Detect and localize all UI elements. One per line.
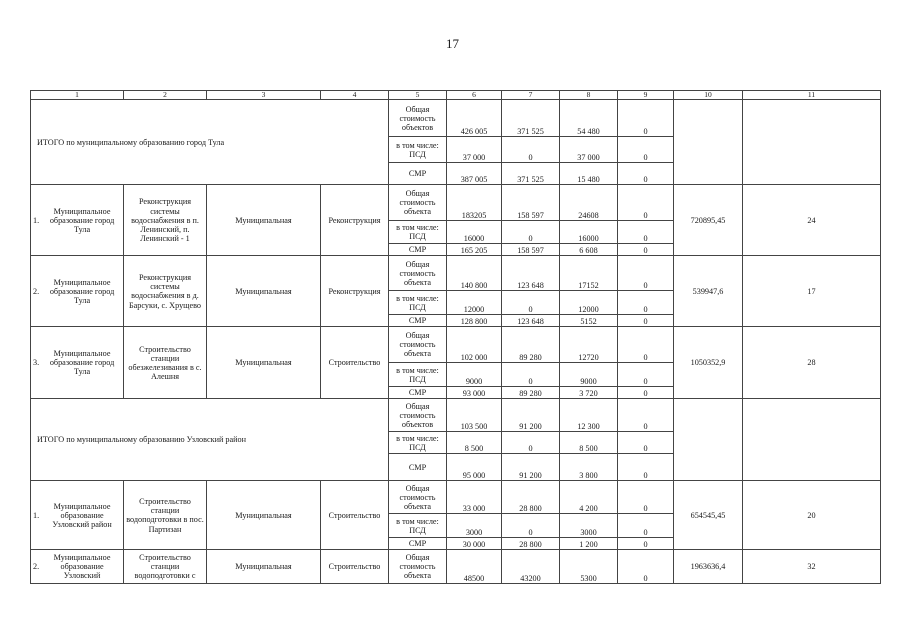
municipality-cell [31, 256, 124, 327]
municipality-name: Муниципальное образование Узловский район [52, 501, 112, 529]
table-cell: 183205 [447, 185, 502, 221]
ownership: Муниципальная [207, 256, 321, 327]
table-cell: 371 525 [502, 100, 560, 137]
column-number: 7 [502, 91, 560, 100]
row-label: в том числе: ПСД [389, 432, 447, 454]
table-cell: 3000 [447, 514, 502, 538]
table-cell: 43200 [502, 550, 560, 584]
table-cell: 0 [618, 163, 674, 185]
column-number: 9 [618, 91, 674, 100]
column-number: 11 [743, 91, 881, 100]
table-cell: 12720 [560, 327, 618, 363]
table-cell: 12000 [447, 291, 502, 315]
table-cell: 539947,6 [674, 256, 743, 327]
column-number: 6 [447, 91, 502, 100]
item-index: 2. [33, 562, 40, 572]
table-cell: 30 000 [447, 538, 502, 550]
table-cell: 24608 [560, 185, 618, 221]
investment-table [30, 90, 881, 584]
item-index: 2. [33, 286, 40, 296]
column-number: 4 [321, 91, 389, 100]
object-name: Реконструкция системы водоснабжения в п. Ленинский, п. Ленинский - 1 [124, 185, 207, 256]
row-label: в том числе: ПСД [389, 137, 447, 163]
table-cell: 0 [618, 432, 674, 454]
table-cell: 654545,45 [674, 481, 743, 550]
row-label: в том числе: ПСД [389, 221, 447, 244]
ownership: Муниципальная [207, 550, 321, 584]
object-name: Реконструкция системы водоснабжения в д. Барсуки, с. Хрущево [124, 256, 207, 327]
table-cell: 93 000 [447, 387, 502, 399]
object-name: Строительство станции водоподготовки с [124, 550, 207, 584]
table-cell: 12000 [560, 291, 618, 315]
column-number: 5 [389, 91, 447, 100]
object-name: Строительство станции водоподготовки в пос. Партизан [124, 481, 207, 550]
table-cell: 15 480 [560, 163, 618, 185]
ownership: Муниципальная [207, 327, 321, 399]
table-cell: 0 [502, 291, 560, 315]
table-cell: 8 500 [447, 432, 502, 454]
row-label: Общая стоимость объекта [389, 256, 447, 291]
table-row [31, 100, 881, 137]
table-cell: 9000 [560, 363, 618, 387]
table-cell: 371 525 [502, 163, 560, 185]
table-cell: 0 [618, 399, 674, 432]
row-label: СМР [389, 315, 447, 327]
table-cell: 6 608 [560, 244, 618, 256]
table-cell: 89 280 [502, 387, 560, 399]
table-cell: 16000 [447, 221, 502, 244]
section-total-title: ИТОГО по муниципальному образованию город Тула [31, 100, 389, 185]
table-cell: 91 200 [502, 399, 560, 432]
table-cell: 0 [618, 256, 674, 291]
item-index: 3. [33, 358, 40, 368]
table-cell: 0 [618, 363, 674, 387]
municipality-cell [31, 481, 124, 550]
table-cell: 426 005 [447, 100, 502, 137]
table-cell: 3 720 [560, 387, 618, 399]
table-cell: 89 280 [502, 327, 560, 363]
table-cell: 0 [618, 481, 674, 514]
table-cell: 95 000 [447, 454, 502, 481]
row-label: СМР [389, 454, 447, 481]
table-cell: 720895,45 [674, 185, 743, 256]
item-index: 1. [33, 215, 40, 225]
table-cell: 16000 [560, 221, 618, 244]
municipality-name: Муниципальное образование город Тула [49, 277, 115, 305]
table-row [31, 327, 881, 363]
table-cell: 24 [743, 185, 881, 256]
table-cell: 5300 [560, 550, 618, 584]
table-row [31, 399, 881, 432]
table-cell: 48500 [447, 550, 502, 584]
table-cell: 0 [502, 432, 560, 454]
table-cell: 54 480 [560, 100, 618, 137]
object-name: Строительство станции обезжелезивания в с. Алешня [124, 327, 207, 399]
municipality-name: Муниципальное образование Узловский [53, 553, 111, 581]
work-type: Строительство [321, 327, 389, 399]
row-label: в том числе: ПСД [389, 291, 447, 315]
work-type: Реконструкция [321, 256, 389, 327]
column-number: 2 [124, 91, 207, 100]
table-cell: 1963636,4 [674, 550, 743, 584]
table-cell: 0 [618, 538, 674, 550]
table-cell [743, 100, 881, 185]
table-cell: 0 [618, 185, 674, 221]
table-cell: 0 [618, 315, 674, 327]
table-cell: 128 800 [447, 315, 502, 327]
table-cell: 32 [743, 550, 881, 584]
municipality-name: Муниципальное образование город Тула [49, 349, 115, 377]
table-cell: 140 800 [447, 256, 502, 291]
table-cell: 0 [502, 514, 560, 538]
table-cell: 0 [618, 514, 674, 538]
table-cell: 5152 [560, 315, 618, 327]
table-cell: 165 205 [447, 244, 502, 256]
table-row [31, 481, 881, 514]
table-cell: 1050352,9 [674, 327, 743, 399]
municipality-cell [31, 327, 124, 399]
column-number: 8 [560, 91, 618, 100]
table-cell: 8 500 [560, 432, 618, 454]
table-cell: 0 [618, 137, 674, 163]
table-cell: 387 005 [447, 163, 502, 185]
table-cell: 0 [618, 100, 674, 137]
table-cell: 0 [618, 387, 674, 399]
work-type: Строительство [321, 481, 389, 550]
table-cell: 37 000 [447, 137, 502, 163]
table-cell: 20 [743, 481, 881, 550]
row-label: СМР [389, 163, 447, 185]
row-label: в том числе: ПСД [389, 514, 447, 538]
table-cell: 102 000 [447, 327, 502, 363]
table-cell: 0 [502, 137, 560, 163]
table-cell: 0 [618, 291, 674, 315]
table-cell: 103 500 [447, 399, 502, 432]
table-cell: 0 [618, 454, 674, 481]
table-cell [674, 399, 743, 481]
table-cell: 3 800 [560, 454, 618, 481]
table-cell [674, 100, 743, 185]
column-number: 3 [207, 91, 321, 100]
table-cell: 91 200 [502, 454, 560, 481]
table-cell: 0 [618, 550, 674, 584]
column-number: 10 [674, 91, 743, 100]
row-label: Общая стоимость объектов [389, 399, 447, 432]
table-row [31, 256, 881, 291]
work-type: Реконструкция [321, 185, 389, 256]
table-cell: 3000 [560, 514, 618, 538]
table-cell: 0 [618, 221, 674, 244]
municipality-cell [31, 550, 124, 584]
column-number: 1 [31, 91, 124, 100]
row-label: в том числе: ПСД [389, 363, 447, 387]
table-cell: 17 [743, 256, 881, 327]
column-number-row [31, 91, 881, 100]
ownership: Муниципальная [207, 185, 321, 256]
table-cell: 17152 [560, 256, 618, 291]
row-label: СМР [389, 387, 447, 399]
table-cell: 0 [502, 221, 560, 244]
table-cell: 33 000 [447, 481, 502, 514]
ownership: Муниципальная [207, 481, 321, 550]
table-cell: 28 [743, 327, 881, 399]
table-cell: 37 000 [560, 137, 618, 163]
item-index: 1. [33, 510, 40, 520]
row-label: СМР [389, 244, 447, 256]
row-label: Общая стоимость объекта [389, 185, 447, 221]
section-total-title: ИТОГО по муниципальному образованию Узловский район [31, 399, 389, 481]
table-cell: 12 300 [560, 399, 618, 432]
table-cell: 158 597 [502, 185, 560, 221]
row-label: Общая стоимость объекта [389, 550, 447, 584]
row-label: Общая стоимость объекта [389, 327, 447, 363]
table-cell: 158 597 [502, 244, 560, 256]
table-cell: 9000 [447, 363, 502, 387]
table-cell: 4 200 [560, 481, 618, 514]
table-cell: 0 [502, 363, 560, 387]
row-label: Общая стоимость объектов [389, 100, 447, 137]
table-cell: 0 [618, 244, 674, 256]
table-cell: 28 800 [502, 481, 560, 514]
table-cell: 0 [618, 327, 674, 363]
table-cell: 28 800 [502, 538, 560, 550]
table-cell: 123 648 [502, 256, 560, 291]
municipality-name: Муниципальное образование город Тула [49, 206, 115, 234]
table-cell [743, 399, 881, 481]
work-type: Строительство [321, 550, 389, 584]
page-number: 17 [446, 36, 459, 51]
table-row [31, 185, 881, 221]
row-label: Общая стоимость объекта [389, 481, 447, 514]
row-label: СМР [389, 538, 447, 550]
table-cell: 123 648 [502, 315, 560, 327]
municipality-cell [31, 185, 124, 256]
table-cell: 1 200 [560, 538, 618, 550]
table-row [31, 550, 881, 584]
